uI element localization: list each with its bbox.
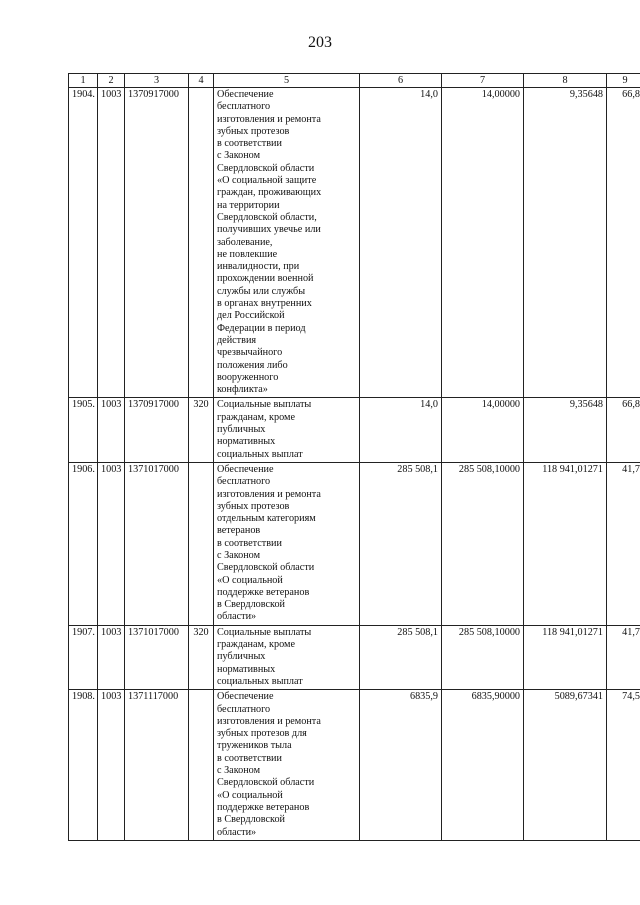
section-code: 1003 — [98, 398, 125, 462]
header-col-5: 5 — [214, 74, 360, 88]
value-col-6: 285 508,1 — [360, 625, 442, 689]
percent-value: 66,8 — [607, 398, 640, 462]
value-col-8: 5089,67341 — [524, 690, 607, 841]
expense-type — [189, 462, 214, 625]
header-col-4: 4 — [189, 74, 214, 88]
target-code: 1370917000 — [125, 88, 189, 398]
row-number: 1908. — [69, 690, 98, 841]
expense-type — [189, 690, 214, 841]
expense-type — [189, 88, 214, 398]
expense-type: 320 — [189, 625, 214, 689]
row-number: 1907. — [69, 625, 98, 689]
value-col-7: 285 508,10000 — [442, 462, 524, 625]
value-col-6: 285 508,1 — [360, 462, 442, 625]
item-name: Социальные выплаты гражданам, кроме публичных нормативных социальных выплат — [214, 625, 360, 689]
value-col-6: 6835,9 — [360, 690, 442, 841]
item-name: Обеспечение бесплатного изготовления и ремонта зубных протезов отдельным категориям ветеранов в соответствии с Законом Свердловской области «О социальной поддержке ветеранов в Свердловской области» — [214, 462, 360, 625]
item-name: Социальные выплаты гражданам, кроме публичных нормативных социальных выплат — [214, 398, 360, 462]
value-col-6: 14,0 — [360, 398, 442, 462]
header-col-7: 7 — [442, 74, 524, 88]
expense-type: 320 — [189, 398, 214, 462]
budget-table — [68, 73, 640, 841]
header-col-8: 8 — [524, 74, 607, 88]
value-col-6: 14,0 — [360, 88, 442, 398]
target-code: 1370917000 — [125, 398, 189, 462]
section-code: 1003 — [98, 690, 125, 841]
table-header — [69, 74, 640, 88]
percent-value: 74,5 — [607, 690, 640, 841]
target-code: 1371017000 — [125, 462, 189, 625]
header-col-3: 3 — [125, 74, 189, 88]
row-number: 1904. — [69, 88, 98, 398]
value-col-8: 9,35648 — [524, 88, 607, 398]
table-row — [69, 625, 640, 689]
value-col-7: 14,00000 — [442, 88, 524, 398]
item-name: Обеспечение бесплатного изготовления и ремонта зубных протезов для тружеников тыла в соответствии с Законом Свердловской области «О социальной поддержке ветеранов в Свердловской области» — [214, 690, 360, 841]
table-row — [69, 462, 640, 625]
percent-value: 66,8 — [607, 88, 640, 398]
page-number: 203 — [308, 34, 332, 51]
section-code: 1003 — [98, 462, 125, 625]
value-col-8: 9,35648 — [524, 398, 607, 462]
row-number: 1905. — [69, 398, 98, 462]
value-col-8: 118 941,01271 — [524, 625, 607, 689]
header-col-9: 9 — [607, 74, 640, 88]
target-code: 1371017000 — [125, 625, 189, 689]
row-number: 1906. — [69, 462, 98, 625]
table-row — [69, 398, 640, 462]
value-col-8: 118 941,01271 — [524, 462, 607, 625]
header-col-2: 2 — [98, 74, 125, 88]
value-col-7: 14,00000 — [442, 398, 524, 462]
header-row — [69, 74, 640, 88]
table-body — [69, 88, 640, 841]
percent-value: 41,7 — [607, 462, 640, 625]
value-col-7: 6835,90000 — [442, 690, 524, 841]
target-code: 1371117000 — [125, 690, 189, 841]
section-code: 1003 — [98, 88, 125, 398]
table-row — [69, 88, 640, 398]
header-col-1: 1 — [69, 74, 98, 88]
section-code: 1003 — [98, 625, 125, 689]
table-row — [69, 690, 640, 841]
percent-value: 41,7 — [607, 625, 640, 689]
item-name: Обеспечение бесплатного изготовления и ремонта зубных протезов в соответствии с Законом Свердловской области «О социальной защите граждан, проживающих на территории Свердловской области, получивших увечье или заболевание, не повлекшие инвалидности, при прохождении военной службы или службы в органах внутренних дел Российской Федерации в период действия чрезвычайного положения либо вооруженного конфликта» — [214, 88, 360, 398]
header-col-6: 6 — [360, 74, 442, 88]
value-col-7: 285 508,10000 — [442, 625, 524, 689]
